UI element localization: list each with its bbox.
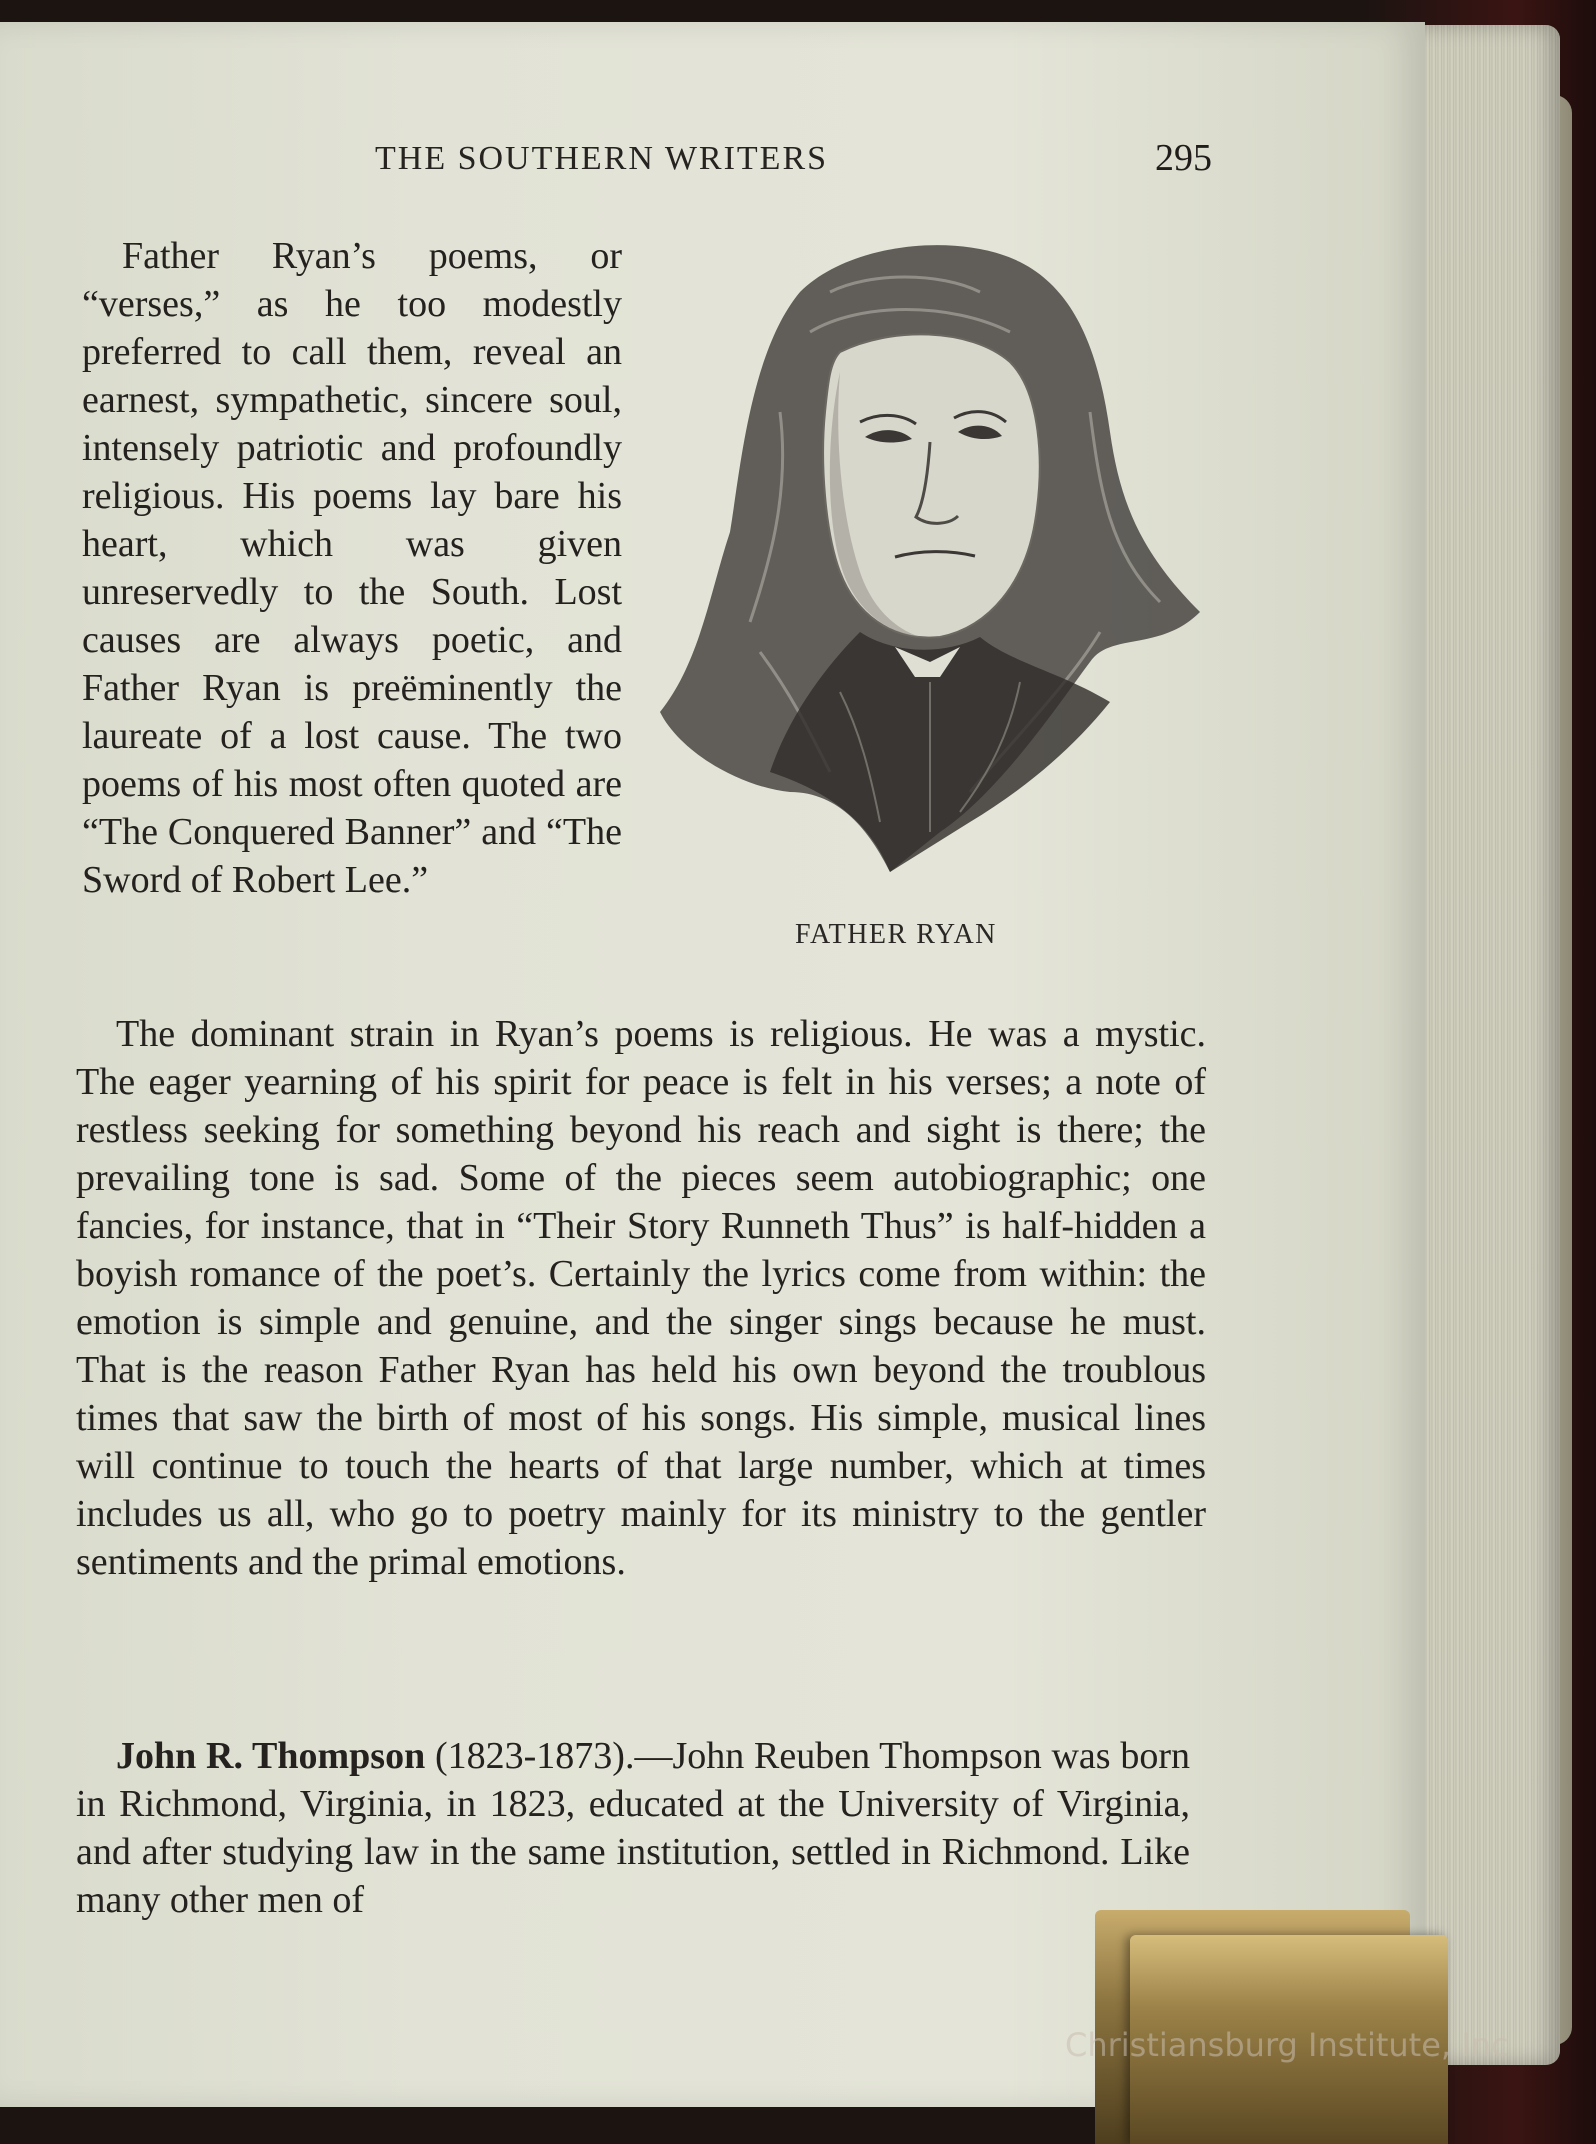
paragraph-2 [76,1010,1206,1586]
section-2-text: —John Reuben Thompson was born in Richmond, Virginia, in 1823, educated at the University of Virginia, and after studying law in the same institution, settled in Richmond. Like many other men of [76,1735,1190,1921]
paragraph-1 [82,232,622,904]
portrait-illustration [640,232,1210,897]
figure-caption: FATHER RYAN [795,919,997,950]
watermark: Christiansburg Institute, Inc [1065,2026,1509,2064]
paragraph-1-text: Father Ryan’s poems, or “verses,” as he too modestly preferred to call them, reveal an earnest, sympathetic, sincere soul, intensely patriotic and profoundly religious. His poems lay bare his heart, which was given unreservedly to the South. Lost causes are always poetic, and Father Ryan is preëminently the laureate of a lost cause. The two poems of his most often quoted are “The Conquered Banner” and “The Sword of Robert Lee.” [82,235,622,901]
section-2-heading-name: John R. Thompson [116,1735,426,1777]
running-head: THE SOUTHERN WRITERS [375,140,829,177]
section-2-heading-dates: (1823-1873). [435,1735,635,1777]
page-number: 295 [1155,137,1212,179]
section-john-thompson [76,1732,1190,1924]
paragraph-2-text: The dominant strain in Ryan’s poems is religious. He was a mystic. The eager yearning of his spirit for peace is felt in his verses; a note of restless seeking for something beyond his reach and sight is there; the prevailing tone is sad. Some of the pieces seem autobiographic; one fancies, for instance, that in “Their Story Runneth Thus” is half-hidden a boyish romance of the poet’s. Certainly the lyrics come from within: the emotion is simple and genuine, and the singer sings because he must. That is the reason Father Ryan has held his own beyond the troublous times that saw the birth of most of his songs. His simple, musical lines will continue to touch the hearts of that large number, which at times includes us all, who go to poetry mainly for its ministry to the gentler sentiments and the primal emotions. [76,1013,1206,1583]
book-page [0,22,1425,2107]
section-2-paragraph [76,1732,1190,1924]
